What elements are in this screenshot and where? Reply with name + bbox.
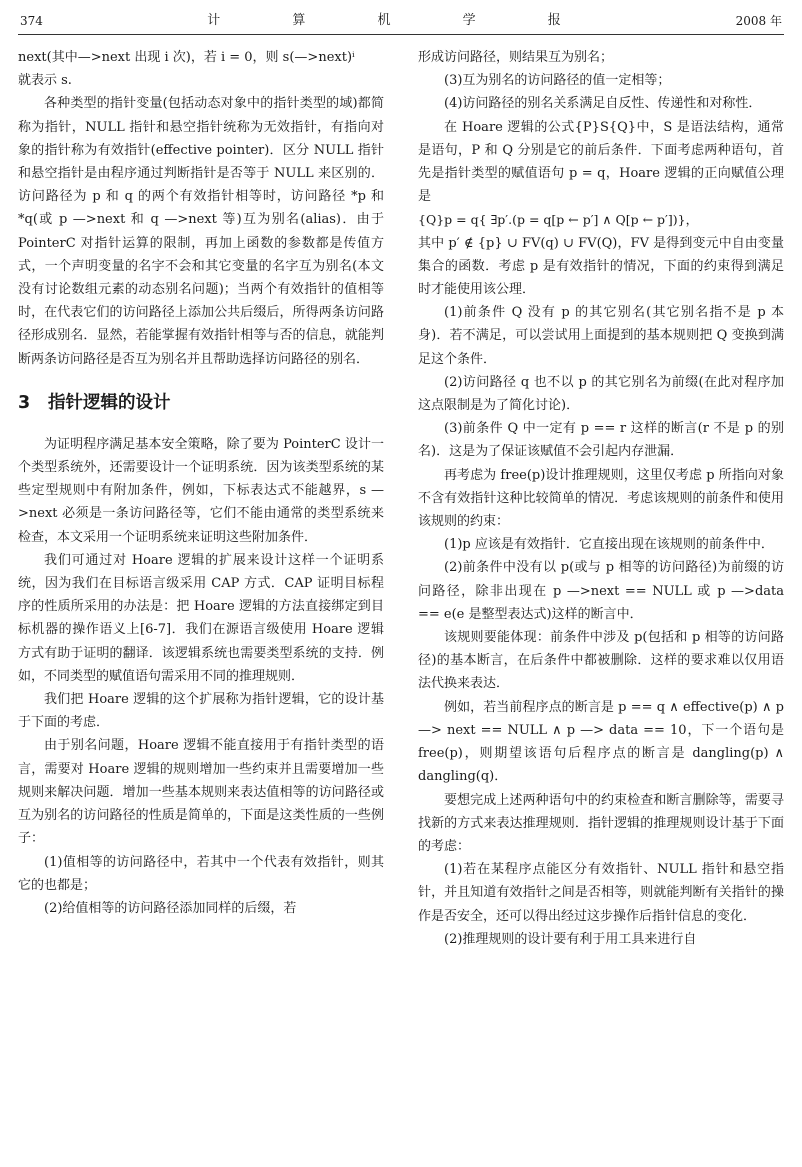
- paragraph: 在 Hoare 逻辑的公式{P}S{Q}中，S 是语法结构，通常是语句，P 和 Q 分别是它的前后条件．下面考虑两种语句，首先是指针类型的赋值语句 p = q，Hoare 逻辑的正向赋值公理是: [418, 119, 784, 205]
- list-item: (2)访问路径 q 也不以 p 的其它别名为前缀(在此对程序加这点限制是为了简化讨论)．: [418, 374, 784, 414]
- section-heading: [18, 389, 384, 417]
- paragraph: 我们把 Hoare 逻辑的这个扩展称为指针逻辑，它的设计基于下面的考虑．: [18, 692, 384, 731]
- list-item: (1)若在某程序点能区分有效指针、NULL 指针和悬空指针，并且知道有效指针之间是否相等，则就能判断有关指针的操作是否安全，还可以得出经过这步操作后指针信息的变化．: [418, 862, 784, 924]
- paragraph: 各种类型的指针变量(包括动态对象中的指针类型的域)都简称为指针，NULL 指针和悬空指针统称为无效指针，有指向对象的指针称为有效指针(effective pointer)．区分 NULL 指针和悬空指针是由程序通过判断指针是否等于 NULL 来区别的．访问路径为 p 和 q 的两个有效指针相等时，访问路径 *p 和 *q(或 p —>next 和 q —>next 等)互为别名(alias)．由于 PointerC 对指针运算的限制，再加上函数的参数都是传值方式，一个声明变量的名字不会和其它变量的名字互为别名(本文没有讨论数组元素的动态别名问题)；当两个有效指针的值相等时，在代表它们的访问路径上添加公共后缀后，所得两条访问路径形成别名．显然，若能掌握有效指针相等与否的信息，就能判断两条访问路径是否互为别名并且帮助选择访问路径的别名．: [18, 96, 384, 367]
- paragraph: 我们可通过对 Hoare 逻辑的扩展来设计这样一个证明系统，因为我们在目标语言级采用 CAP 方式．CAP 证明目标程序的性质所采用的办法是：把 Hoare 逻辑的方法直接绑定到目标机器的操作语义上[6-7]．我们在源语言级使用 Hoare 逻辑方式有助于证明的翻译．该逻辑系统也需要类型系统的支持．例如，不同类型的赋值语句需采用不同的推理规则．: [18, 552, 384, 684]
- section-number: 3: [18, 392, 31, 413]
- paragraph: 形成访问路径，则结果互为别名；: [418, 50, 614, 65]
- paragraph: 为证明程序满足基本安全策略，除了要为 PointerC 设计一个类型系统外，还需要设计一个证明系统．因为该类型系统的某些定型规则中有附加条件，例如，下标表达式不能越界，s —>next 必须是一条访问路径等，它们不能由通常的类型系统来检查，本文采用一个证明系统来证明这些附加条件．: [18, 436, 384, 545]
- right-column: [418, 46, 784, 951]
- list-item: (1)值相等的访问路径中，若其中一个代表有效指针，则其它的也都是；: [18, 854, 384, 893]
- list-item: (3)互为别名的访问路径的值一定相等；: [444, 73, 671, 89]
- formula: {Q}p = q{ ∃p′.(p = q[p ← p′] ∧ Q[p ← p′])}，: [418, 212, 699, 228]
- paragraph: 就表示 s.: [18, 73, 72, 89]
- list-item: (4)访问路径的别名关系满足自反性、传递性和对称性．: [444, 96, 762, 112]
- paragraph: 该规则要能体现：前条件中涉及 p(包括和 p 相等的访问路径)的基本断言，在后条件中都被删除．这样的要求难以仅用语法代换来表达．: [418, 630, 784, 692]
- list-item: (2)前条件中没有以 p(或与 p 相等的访问路径)为前缀的访问路径，除非出现在 p —>next == NULL 或 p —>data == e(e 是整型表达式)这样的断言中．: [418, 560, 784, 622]
- paragraph: 再考虑为 free(p)设计推理规则，这里仅考虑 p 所指向对象不含有效指针这种比较简单的情况．考虑该规则的前条件和使用该规则的约束：: [418, 467, 784, 530]
- paragraph: 要想完成上述两种语句中的约束检查和断言删除等，需要寻找新的方式来表达推理规则．指针逻辑的推理规则设计基于下面的考虑：: [418, 792, 784, 854]
- paragraph: 例如，若当前程序点的断言是 p == q ∧ effective(p) ∧ p —> next == NULL ∧ p —> data == 10，下一个语句是 free(p)，则期望该语句后程序点的断言是 dangling(p) ∧ dangling(q)．: [418, 699, 784, 785]
- list-item: (1)p 应该是有效指针．它直接出现在该规则的前条件中．: [444, 537, 774, 553]
- publication-year: 2008 年: [735, 14, 782, 28]
- list-item: (3)前条件 Q 中一定有 p == r 这样的断言(r 不是 p 的别名)．这是为了保证该赋值不会引起内存泄漏．: [418, 421, 784, 460]
- paragraph: 由于别名问题，Hoare 逻辑不能直接用于有指针类型的语言，需要对 Hoare 逻辑的规则增加一些约束并且需要增加一些规则来解决问题．增加一些基本规则来表达值相等的访问路径或互为别名的访问路径的性质是简单的，下面是这类性质的一些例子：: [18, 738, 384, 847]
- section-title: 指针逻辑的设计: [48, 392, 171, 413]
- page-header: [18, 8, 784, 35]
- page-number: 374: [20, 14, 43, 28]
- paragraph: next(其中—>next 出现 i 次)，若 i = 0，则 s(—>next)ⁱ: [18, 50, 355, 65]
- journal-title: 计 算 机 学 报: [207, 13, 595, 28]
- list-item: (1)前条件 Q 没有 p 的其它别名(其它别名指不是 p 本身)．若不满足，可以尝试用上面提到的基本规则把 Q 变换到满足这个条件．: [418, 305, 784, 367]
- left-column: [18, 46, 384, 920]
- list-item: (2)推理规则的设计要有利于用工具来进行自: [444, 931, 697, 947]
- paragraph: 其中 p′ ∉ {p} ∪ FV(q) ∪ FV(Q)，FV 是得到变元中自由变量集合的函数．考虑 p 是有效指针的情况，下面的约束得到满足时才能使用该公理．: [418, 235, 784, 298]
- list-item: (2)给值相等的访问路径添加同样的后缀，若: [44, 900, 297, 916]
